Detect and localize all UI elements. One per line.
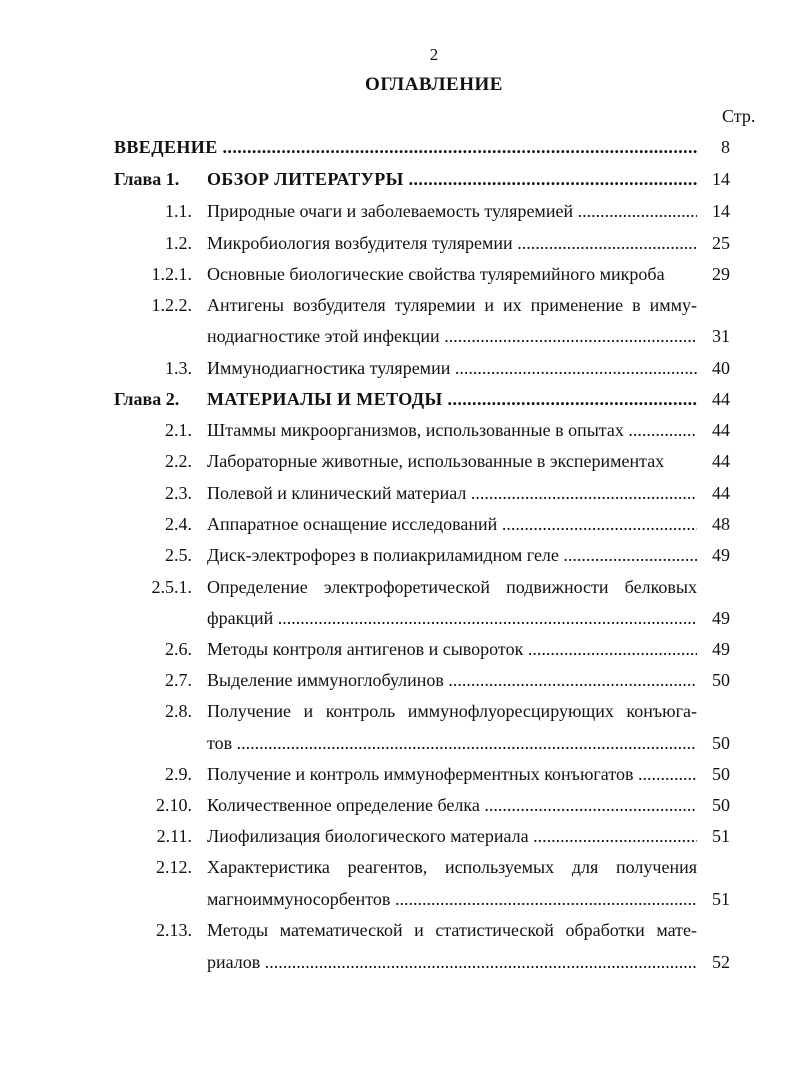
- toc-entry-number: 1.1.: [165, 201, 192, 221]
- toc-entry-text: Выделение иммуноглобулинов .....: [207, 665, 697, 695]
- toc-entry-text: Получение и контроль иммуноферментных конъюгатов .....: [207, 759, 697, 789]
- toc-entry-text-line-2: нодиагностике этой инфекции .....: [207, 321, 697, 351]
- toc-entry-page: 25: [712, 233, 730, 253]
- toc-entry-number: 2.6.: [165, 639, 192, 659]
- toc-entry-text-line-2: риалов .....: [207, 947, 697, 977]
- toc-entry-page: 14: [712, 201, 730, 221]
- toc-entry-2-8-continued: [0, 728, 794, 758]
- toc-entry-text: Лиофилизация биологического материала .....: [207, 821, 697, 851]
- toc-entry-page: 14: [712, 169, 730, 189]
- toc-entry-number: 1.2.1.: [151, 264, 192, 284]
- toc-entry-number: Глава 1.: [114, 169, 180, 189]
- page-column-label: Стр.: [722, 106, 756, 126]
- toc-entry-2-11[interactable]: [0, 821, 794, 851]
- toc-entry-1-2-1[interactable]: [0, 259, 794, 289]
- toc-entry-text-line-1: Характеристика реагентов, используемых для получения: [207, 857, 697, 877]
- toc-entry-text: Количественное определение белка .....: [207, 790, 697, 820]
- toc-entry-chapter-2[interactable]: [0, 384, 794, 414]
- toc-entry-text: Микробиология возбудителя туляремии .....: [207, 228, 697, 258]
- toc-entry-1-2-2[interactable]: [0, 290, 794, 320]
- toc-entry-chapter-1[interactable]: [0, 164, 794, 194]
- toc-entry-page: 31: [712, 326, 730, 346]
- toc-entry-number: 2.11.: [156, 826, 192, 846]
- toc-entry-number: 2.2.: [165, 451, 192, 471]
- toc-entry-2-12[interactable]: [0, 852, 794, 882]
- toc-entry-text-line-1: Методы математической и статистической обработки мате-: [207, 920, 697, 940]
- toc-entry-text-line-2: фракций .....: [207, 603, 697, 633]
- toc-entry-page: 49: [712, 639, 730, 659]
- toc-entry-text: Природные очаги и заболеваемость туляремией .....: [207, 196, 697, 226]
- toc-entry-text: Полевой и клинический материал .....: [207, 478, 697, 508]
- toc-entry-number: 2.5.: [165, 545, 192, 565]
- toc-entry-1-2[interactable]: [0, 228, 794, 258]
- toc-entry-page: 44: [712, 483, 730, 503]
- toc-entry-2-9[interactable]: [0, 759, 794, 789]
- toc-entry-page: 44: [712, 420, 730, 440]
- toc-entry-page: 49: [712, 545, 730, 565]
- toc-entry-number: 2.9.: [165, 764, 192, 784]
- toc-entry-text: ОБЗОР ЛИТЕРАТУРЫ .....: [207, 164, 697, 194]
- toc-entry-2-3[interactable]: [0, 478, 794, 508]
- toc-entry-text: ВВЕДЕНИЕ .....: [114, 132, 697, 162]
- toc-entry-text-line-1: Определение электрофоретической подвижности белковых: [207, 577, 697, 597]
- toc-entry-page: 49: [712, 608, 730, 628]
- toc-entry-page: 48: [712, 514, 730, 534]
- toc-entry-text: Иммунодиагностика туляремии .....: [207, 353, 697, 383]
- toc-entry-text-line-2: магноиммуносорбентов .....: [207, 884, 697, 914]
- toc-entry-page: 51: [712, 826, 730, 846]
- toc-entry-page: 44: [712, 451, 730, 471]
- toc-entry-page: 8: [721, 137, 730, 157]
- toc-entry-1-3[interactable]: [0, 353, 794, 383]
- toc-entry-text: Аппаратное оснащение исследований .....: [207, 509, 697, 539]
- toc-entry-page: 40: [712, 358, 730, 378]
- toc-entry-2-5-1[interactable]: [0, 572, 794, 602]
- toc-entry-2-10[interactable]: [0, 790, 794, 820]
- toc-entry-page: 44: [712, 389, 730, 409]
- toc-entry-2-7[interactable]: [0, 665, 794, 695]
- toc-entry-page: 29: [712, 264, 730, 284]
- toc-entry-number: 2.13.: [156, 920, 192, 940]
- toc-entry-text: Диск-электрофорез в полиакриламидном геле .....: [207, 540, 697, 570]
- toc-entry-number: 2.4.: [165, 514, 192, 534]
- toc-entry-number: 2.8.: [165, 701, 192, 721]
- toc-entry-number: 2.12.: [156, 857, 192, 877]
- toc-entry-2-5[interactable]: [0, 540, 794, 570]
- toc-entry-page: 50: [712, 733, 730, 753]
- page-number: 2: [429, 45, 439, 64]
- toc-entry-2-6[interactable]: [0, 634, 794, 664]
- toc-entry-number: 1.2.: [165, 233, 192, 253]
- toc-entry-page: 50: [712, 795, 730, 815]
- toc-entry-introduction[interactable]: [0, 132, 794, 162]
- toc-entry-page: 50: [712, 670, 730, 690]
- toc-entry-text-line-1: Получение и контроль иммунофлуоресцирующих конъюга-: [207, 701, 697, 721]
- toc-entry-2-12-continued: [0, 884, 794, 914]
- toc-entry-number: 1.3.: [165, 358, 192, 378]
- toc-entry-text-line-1: Антигены возбудителя туляремии и их применение в имму-: [207, 295, 697, 315]
- toc-entry-text: МАТЕРИАЛЫ И МЕТОДЫ .....: [207, 384, 697, 414]
- toc-entry-2-13-continued: [0, 947, 794, 977]
- toc-entry-number: Глава 2.: [114, 389, 180, 409]
- toc-entry-2-8[interactable]: [0, 696, 794, 726]
- toc-entry-1-2-2-continued: [0, 321, 794, 351]
- toc-entry-2-5-1-continued: [0, 603, 794, 633]
- toc-entry-2-2[interactable]: [0, 446, 794, 476]
- toc-entry-number: 2.5.1.: [151, 577, 192, 597]
- toc-entry-text: Методы контроля антигенов и сывороток .....: [207, 634, 697, 664]
- toc-entry-2-13[interactable]: [0, 915, 794, 945]
- toc-entry-number: 2.3.: [165, 483, 192, 503]
- toc-entry-number: 2.10.: [156, 795, 192, 815]
- toc-entry-page: 52: [712, 952, 730, 972]
- toc-entry-1-1[interactable]: [0, 196, 794, 226]
- toc-entry-text: Лабораторные животные, использованные в экспериментах: [207, 451, 665, 471]
- page-title: ОГЛАВЛЕНИЕ: [365, 74, 503, 95]
- toc-entry-text-line-2: тов .....: [207, 728, 697, 758]
- toc-entry-text: Штаммы микроорганизмов, использованные в опытах .....: [207, 415, 697, 445]
- toc-entry-text: Основные биологические свойства туляремийного микроба: [207, 264, 665, 284]
- toc-entry-2-4[interactable]: [0, 509, 794, 539]
- toc-entry-page: 51: [712, 889, 730, 909]
- toc-entry-number: 2.7.: [165, 670, 192, 690]
- toc-entry-number: 1.2.2.: [151, 295, 192, 315]
- toc-entry-2-1[interactable]: [0, 415, 794, 445]
- toc-entry-number: 2.1.: [165, 420, 192, 440]
- toc-entry-page: 50: [712, 764, 730, 784]
